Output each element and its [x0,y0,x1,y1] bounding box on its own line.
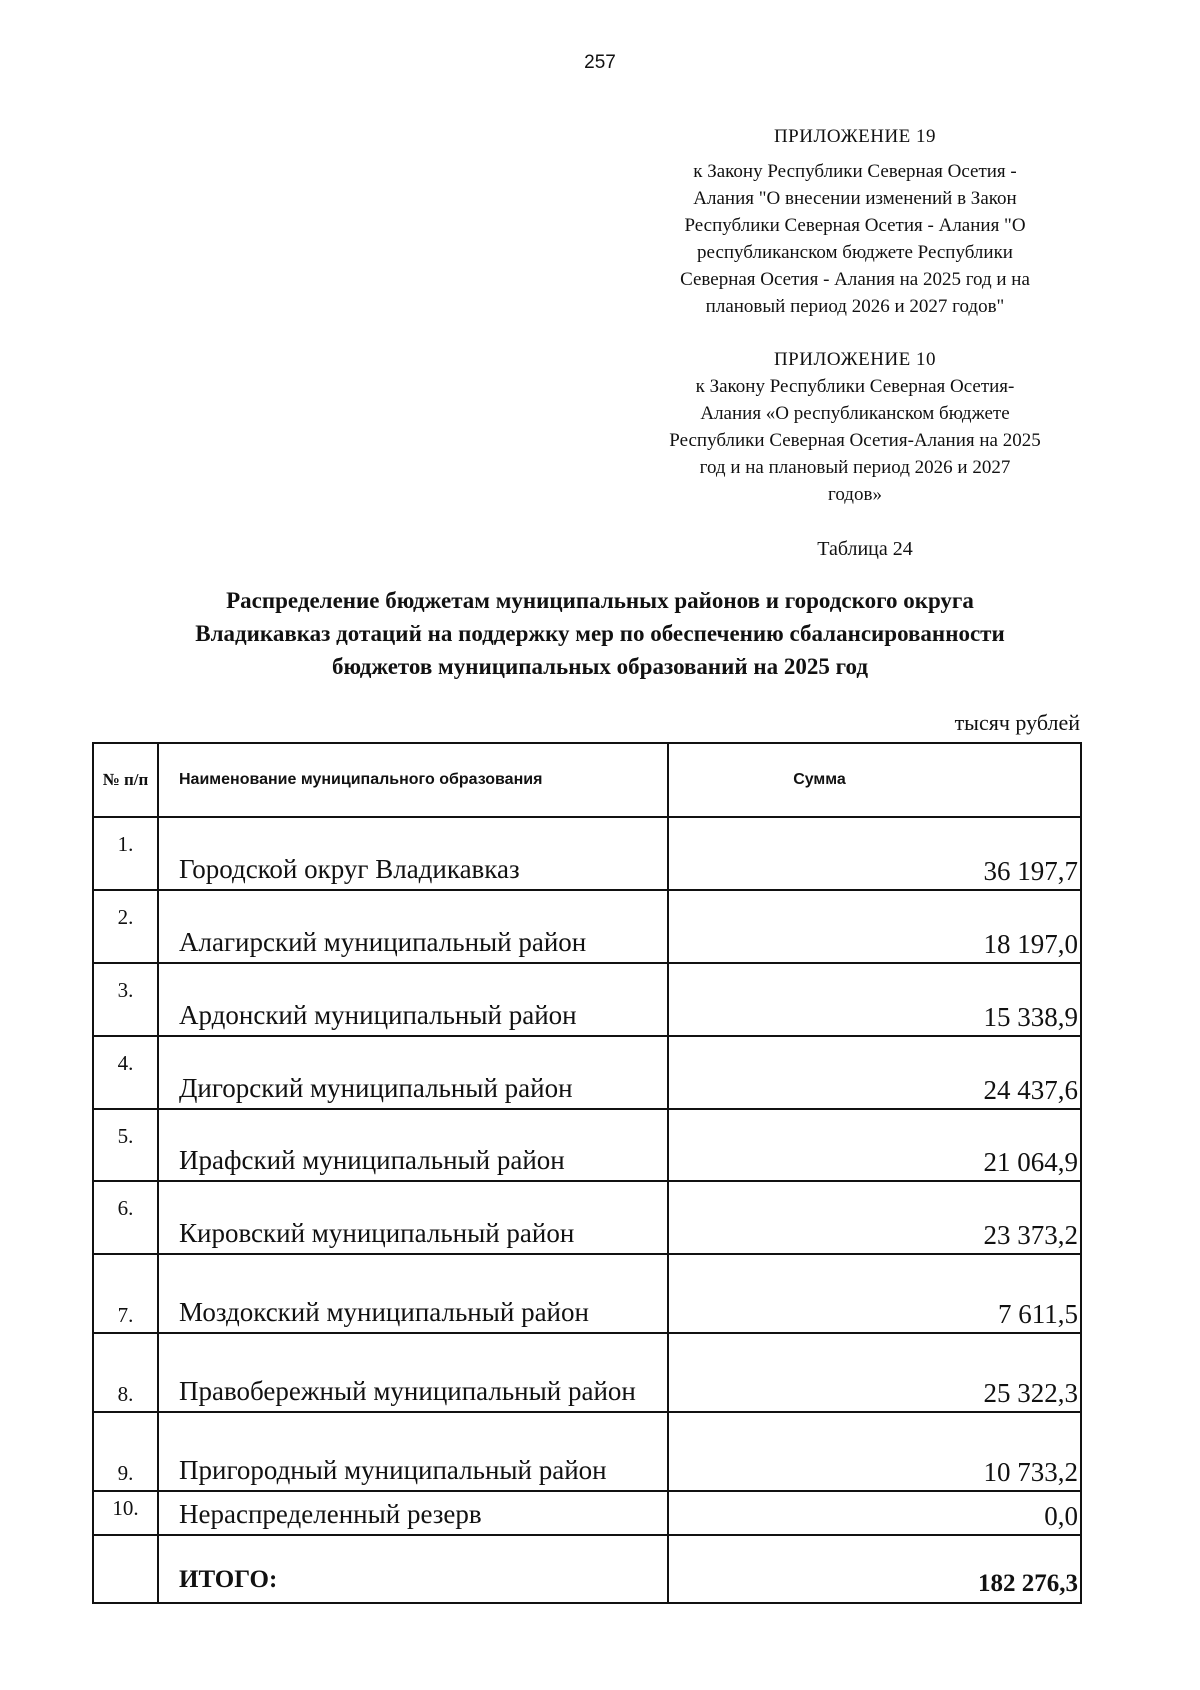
row-sum: 23 373,2 [668,1181,1081,1254]
row-sum: 15 338,9 [668,963,1081,1036]
table-row [93,963,1081,1036]
table-row [93,1254,1081,1333]
table-row [93,1181,1081,1254]
appendix-10-line: Республики Северная Осетия-Алания на 2025 [669,430,1041,451]
row-num: 10. [93,1491,158,1535]
header-name: Наименование муниципального образования [158,743,668,817]
appendix-19-line: Республики Северная Осетия - Алания "О [684,215,1026,236]
appendix-10-line: годов» [828,484,882,505]
row-name: Правобережный муниципальный район [158,1333,668,1412]
row-name: Городской округ Владикавказ [158,817,668,890]
row-name: Нераспределенный резерв [158,1491,668,1535]
appendix-10-title: ПРИЛОЖЕНИЕ 10 [773,349,937,370]
appendix-19-header [640,123,1070,320]
table-row [93,1109,1081,1181]
row-sum: 24 437,6 [668,1036,1081,1109]
total-num [93,1535,158,1603]
table-label: Таблица 24 [817,538,913,560]
row-num: 3. [93,963,158,1036]
header-num: № п/п [93,743,158,817]
page-number: 257 [584,52,616,73]
budget-table [92,742,1082,1604]
row-name: Моздокский муниципальный район [158,1254,668,1333]
table-row [93,1491,1081,1535]
row-num: 2. [93,890,158,963]
document-title-line: Владикавказ дотаций на поддержку мер по обеспечению сбалансированности [195,621,1005,646]
row-num: 8. [93,1333,158,1412]
row-num: 7. [93,1254,158,1333]
row-name: Кировский муниципальный район [158,1181,668,1254]
table-total-row [93,1535,1081,1603]
appendix-19-title: ПРИЛОЖЕНИЕ 19 [773,126,937,147]
row-num: 9. [93,1412,158,1491]
table-row [93,817,1081,890]
table-row [93,890,1081,963]
row-sum: 0,0 [668,1491,1081,1535]
row-num: 1. [93,817,158,890]
table-row [93,1333,1081,1412]
document-title-line: Распределение бюджетам муниципальных районов и городского округа [226,588,974,613]
row-sum: 7 611,5 [668,1254,1081,1333]
appendix-19-line: плановый период 2026 и 2027 годов" [705,296,1005,317]
table-row [93,1412,1081,1491]
table-header-row [93,743,1081,817]
row-name: Ардонский муниципальный район [158,963,668,1036]
units-label: тысяч рублей [954,710,1080,735]
table-row [93,1036,1081,1109]
appendix-19-line: республиканском бюджете Республики [697,242,1013,263]
row-sum: 21 064,9 [668,1109,1081,1181]
document-title [100,584,1100,683]
row-num: 4. [93,1036,158,1109]
row-sum: 10 733,2 [668,1412,1081,1491]
row-name: Пригородный муниципальный район [158,1412,668,1491]
appendix-19-line: Северная Осетия - Алания на 2025 год и на [680,269,1030,290]
header-sum: Сумма [668,743,1081,817]
row-name: Дигорский муниципальный район [158,1036,668,1109]
row-sum: 18 197,0 [668,890,1081,963]
row-name: Ирафский муниципальный район [158,1109,668,1181]
row-num: 6. [93,1181,158,1254]
document-title-line: бюджетов муниципальных образований на 2025 год [331,654,869,679]
appendix-10-header [640,346,1070,508]
row-name: Алагирский муниципальный район [158,890,668,963]
appendix-19-line: к Закону Республики Северная Осетия - [693,161,1017,182]
row-sum: 36 197,7 [668,817,1081,890]
appendix-19-line: Алания "О внесении изменений в Закон [693,188,1017,209]
row-num: 5. [93,1109,158,1181]
total-label: ИТОГО: [158,1535,668,1603]
appendix-10-line: к Закону Республики Северная Осетия- [695,376,1015,397]
total-sum: 182 276,3 [668,1535,1081,1603]
appendix-10-line: год и на плановый период 2026 и 2027 [699,457,1011,478]
row-sum: 25 322,3 [668,1333,1081,1412]
appendix-10-line: Алания «О республиканском бюджете [700,403,1010,424]
